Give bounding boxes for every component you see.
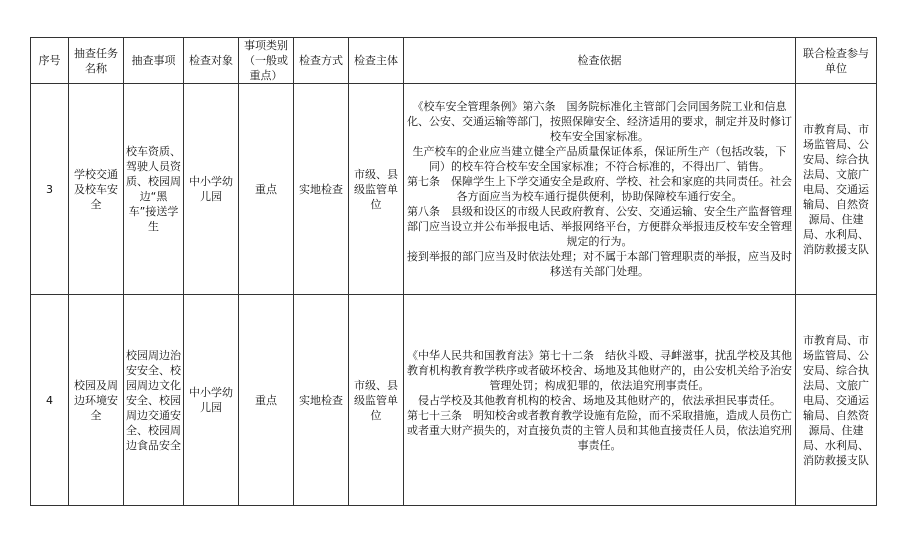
cell-basis xyxy=(404,84,796,295)
cell-item: 校园周边治安安全、校园周边文化安全、校园周边交通安全、校园周边食品安全 xyxy=(124,295,184,506)
cell-item: 校车资质、驾驶人员资质、校园周边“黑车”接送学生 xyxy=(124,84,184,295)
basis-paragraph: 接到举报的部门应当及时依法处理；对不属于本部门管理职责的举报，应当及时移送有关部门处理。 xyxy=(407,250,792,278)
table-row xyxy=(31,295,877,506)
header-no: 序号 xyxy=(31,38,69,84)
cell-method: 实地检查 xyxy=(294,295,349,506)
header-item: 抽查事项 xyxy=(124,38,184,84)
header-method: 检查方式 xyxy=(294,38,349,84)
cell-subject: 市级、县级监管单位 xyxy=(349,84,404,295)
table-row xyxy=(31,84,877,295)
cell-joint-units: 市教育局、市场监管局、公安局、综合执法局、文旅广电局、交通运输局、自然资源局、住建局、水利局、消防救援支队 xyxy=(796,84,877,295)
cell-task-name: 校园及周边环境安全 xyxy=(69,295,124,506)
header-task-name: 抽查任务名称 xyxy=(69,38,124,84)
cell-joint-units: 市教育局、市场监管局、公安局、综合执法局、文旅广电局、交通运输局、自然资源局、住建局、水利局、消防救援支队 xyxy=(796,295,877,506)
basis-paragraph: 第七条 保障学生上下学交通安全是政府、学校、社会和家庭的共同责任。社会各方面应当为校车通行提供便利，协助保障校车通行安全。 xyxy=(407,175,792,203)
basis-paragraph: 《校车安全管理条例》第六条 国务院标准化主管部门会同国务院工业和信息化、公安、交通运输等部门，按照保障安全、经济适用的要求，制定并及时修订校车安全国家标准。 xyxy=(407,100,792,143)
basis-paragraph: 生产校车的企业应当建立健全产品质量保证体系，保证所生产（包括改装，下同）的校车符合校车安全国家标准；不符合标准的，不得出厂、销售。 xyxy=(412,145,787,173)
header-basis: 检查依据 xyxy=(404,38,796,84)
inspection-table xyxy=(30,37,877,506)
header-joint-units: 联合检查参与单位 xyxy=(796,38,877,84)
basis-paragraph: 第八条 县级和设区的市级人民政府教育、公安、交通运输、安全生产监督管理部门应当设立并公布举报电话、举报网络平台，方便群众举报违反校车安全管理规定的行为。 xyxy=(407,205,792,248)
header-row xyxy=(31,38,877,84)
cell-category: 重点 xyxy=(239,84,294,295)
cell-subject: 市级、县级监管单位 xyxy=(349,295,404,506)
basis-paragraph: 《中华人民共和国教育法》第七十二条 结伙斗殴、寻衅滋事，扰乱学校及其他教育机构教育教学秩序或者破坏校舍、场地及其他财产的，由公安机关给予治安管理处罚；构成犯罪的，依法追究刑事责任。 xyxy=(407,348,792,392)
basis-paragraph: 侵占学校及其他教育机构的校舍、场地及其他财产的，依法承担民事责任。 xyxy=(418,393,781,407)
cell-basis xyxy=(404,295,796,506)
cell-target: 中小学幼儿园 xyxy=(184,295,239,506)
cell-category: 重点 xyxy=(239,295,294,506)
cell-no: 4 xyxy=(31,295,69,506)
header-target: 检查对象 xyxy=(184,38,239,84)
cell-no: 3 xyxy=(31,84,69,295)
header-category: 事项类别（一般或重点） xyxy=(239,38,294,84)
header-subject: 检查主体 xyxy=(349,38,404,84)
cell-target: 中小学幼儿园 xyxy=(184,84,239,295)
cell-task-name: 学校交通及校车安全 xyxy=(69,84,124,295)
basis-paragraph: 第七十三条 明知校舍或者教育教学设施有危险，而不采取措施，造成人员伤亡或者重大财产损失的，对直接负责的主管人员和其他直接责任人员，依法追究刑事责任。 xyxy=(407,408,792,452)
cell-method: 实地检查 xyxy=(294,84,349,295)
